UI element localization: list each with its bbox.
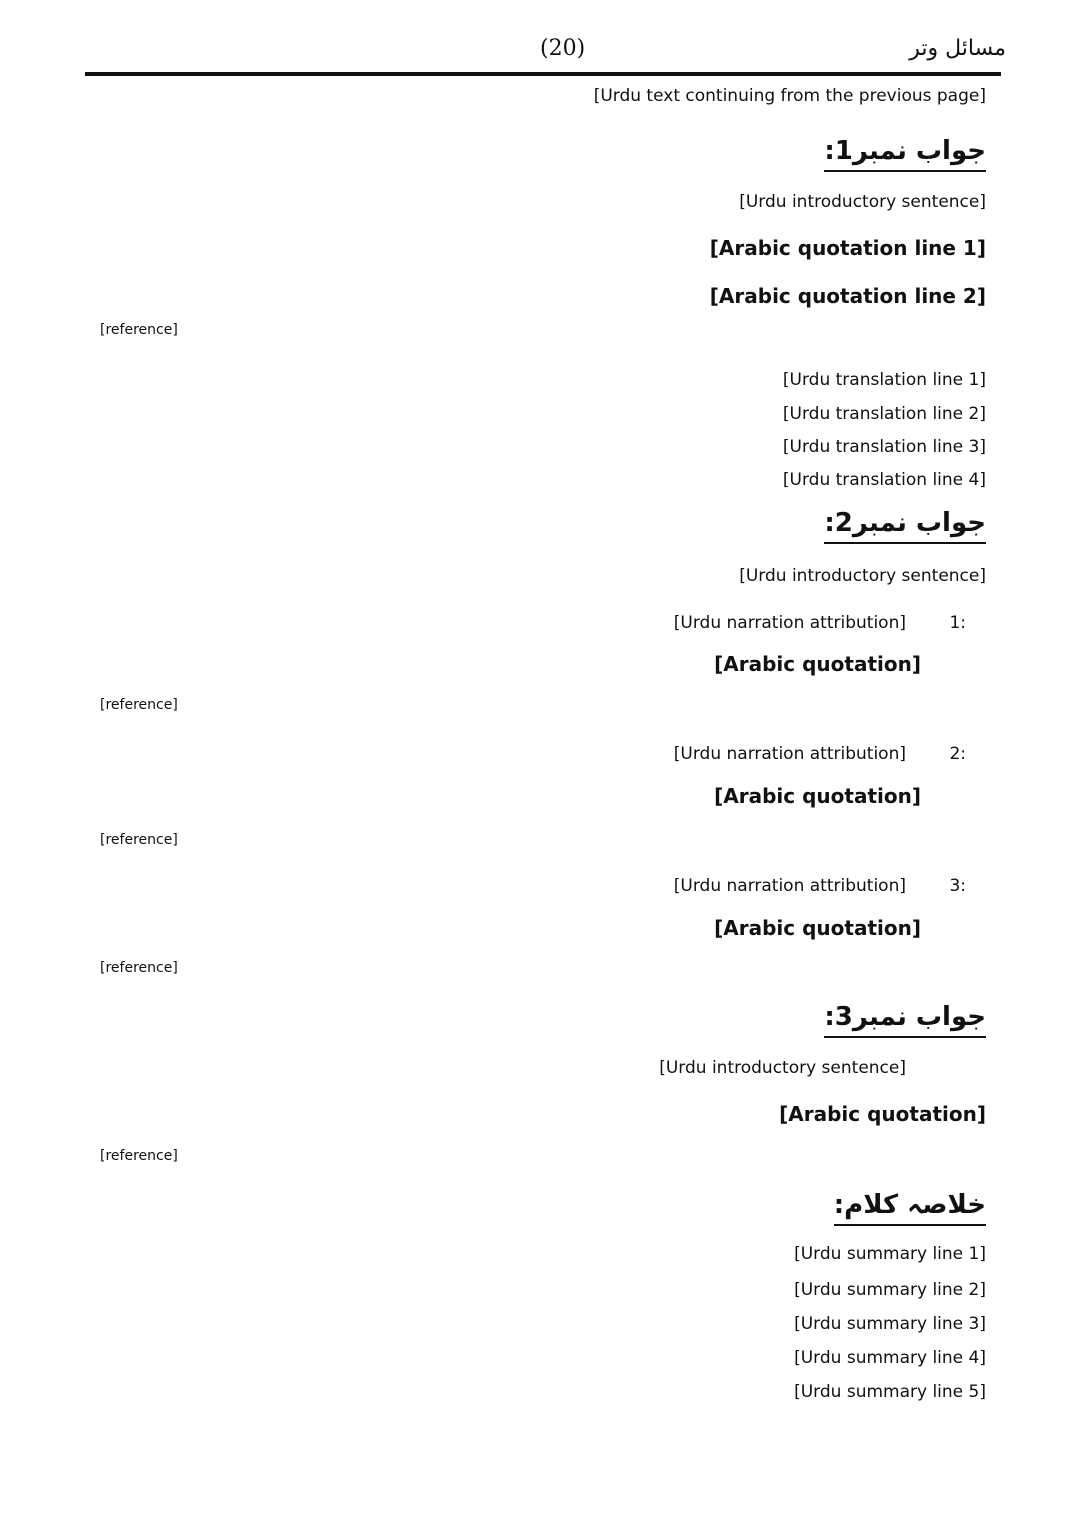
answer2-item-text: [Urdu narration attribution] — [673, 876, 906, 896]
answer3-heading: جواب نمبر3: — [824, 1002, 986, 1038]
answer2-heading: جواب نمبر2: — [824, 508, 986, 544]
answer2-item-text: [Urdu narration attribution] — [673, 613, 906, 633]
answer1-translation-line: [Urdu translation line 1] — [782, 370, 986, 390]
answer2-item-reference: [reference] — [100, 960, 178, 976]
answer2-item-reference: [reference] — [100, 832, 178, 848]
header-rule — [85, 72, 1001, 76]
conclusion-line: [Urdu summary line 1] — [794, 1244, 986, 1264]
answer2-intro: [Urdu introductory sentence] — [739, 566, 986, 586]
answer1-translation-line: [Urdu translation line 3] — [782, 437, 986, 457]
answer2-item-quote: [Arabic quotation] — [714, 652, 921, 676]
answer2-item-reference: [reference] — [100, 697, 178, 713]
list-item-number: 2: — [949, 744, 966, 764]
conclusion-heading: خلاصہ کلام: — [834, 1190, 986, 1226]
page-number: (20) — [540, 36, 586, 61]
conclusion-line: [Urdu summary line 2] — [794, 1280, 986, 1300]
opening-line: [Urdu text continuing from the previous page] — [593, 86, 986, 106]
answer1-heading: جواب نمبر1: — [824, 136, 986, 172]
answer2-item-text: [Urdu narration attribution] — [673, 744, 906, 764]
answer1-translation-line: [Urdu translation line 2] — [782, 404, 986, 424]
answer1-arabic-line: [Arabic quotation line 1] — [709, 236, 986, 260]
answer3-quote: [Arabic quotation] — [779, 1102, 986, 1126]
answer3-reference: [reference] — [100, 1148, 178, 1164]
conclusion-line: [Urdu summary line 3] — [794, 1314, 986, 1334]
list-item-number: 1: — [949, 613, 966, 633]
answer2-item-quote: [Arabic quotation] — [714, 784, 921, 808]
running-header-title: مسائل وتر — [909, 36, 1006, 61]
conclusion-line: [Urdu summary line 5] — [794, 1382, 986, 1402]
answer1-intro: [Urdu introductory sentence] — [739, 192, 986, 212]
answer1-arabic-line: [Arabic quotation line 2] — [709, 284, 986, 308]
list-item-number: 3: — [949, 876, 966, 896]
answer1-translation-line: [Urdu translation line 4] — [782, 470, 986, 490]
answer3-intro: [Urdu introductory sentence] — [659, 1058, 906, 1078]
answer2-item-quote: [Arabic quotation] — [714, 916, 921, 940]
answer1-reference: [reference] — [100, 322, 178, 338]
conclusion-line: [Urdu summary line 4] — [794, 1348, 986, 1368]
